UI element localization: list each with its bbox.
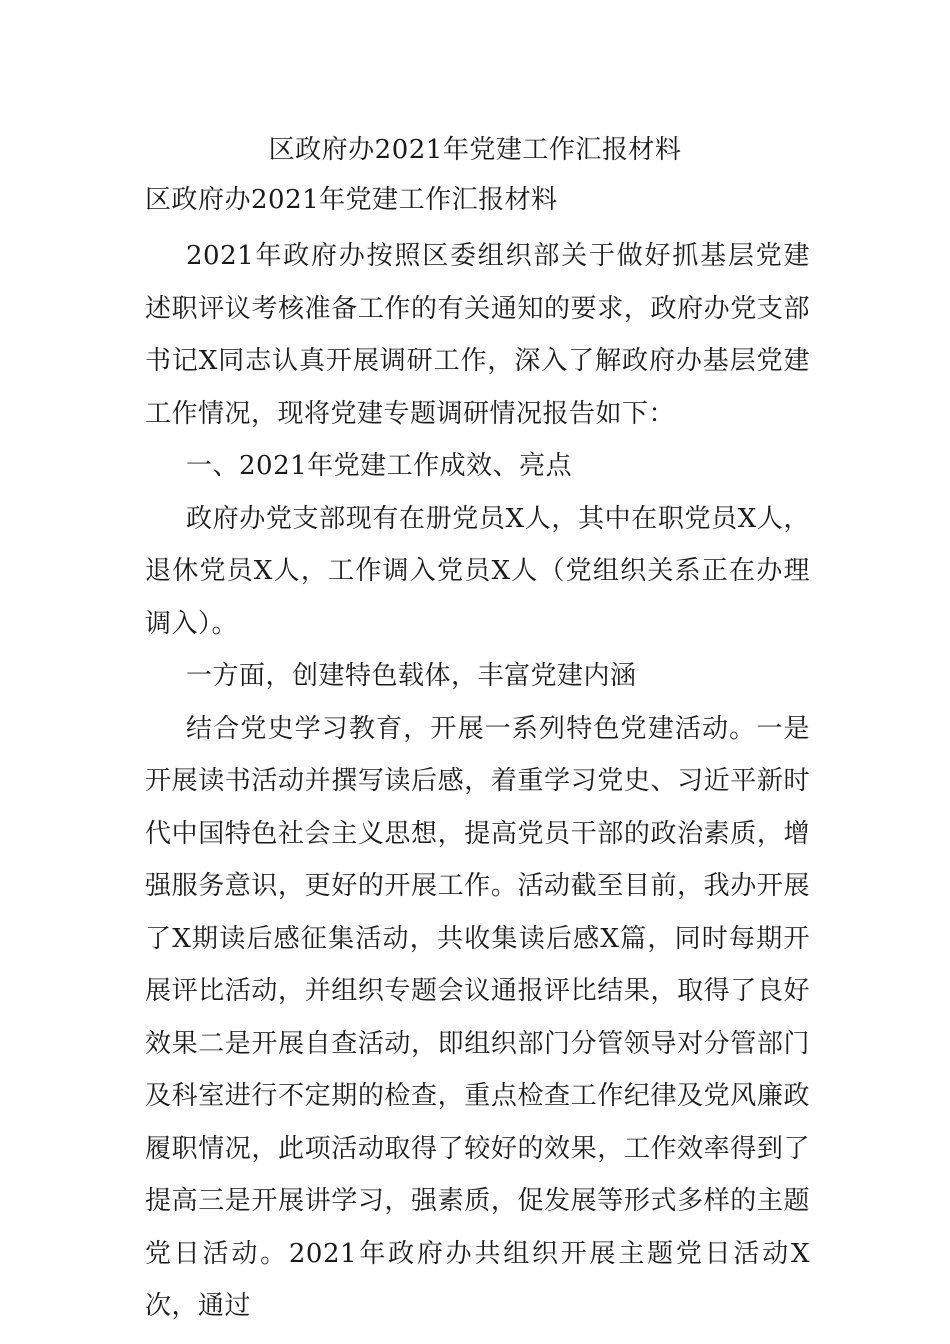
paragraph-activities: 结合党史学习教育，开展一系列特色党建活动。一是开展读书活动并撰写读后感，着重学习党史、习近平新时代中国特色社会主义思想，提高党员干部的政治素质，增强服务意识，更好的开展工作。活动截至目前，我办开展了X期读后感征集活动，共收集读后感X篇，同时每期开展评比活动，并组织专题会议通报评比结果，取得了良好效果二是开展自查活动，即组织部门分管领导对分管部门及科室进行不定期的检查，重点检查工作纪律及党风廉政履职情况，此项活动取得了较好的效果，工作效率得到了提高三是开展讲学习，强素质，促发展等形式多样的主题党日活动。2021年政府办共组织开展主题党日活动X次，通过	[145, 713, 810, 1321]
paragraph-intro: 2021年政府办按照区委组织部关于做好抓基层党建述职评议考核准备工作的有关通知的要求，政府办党支部书记X同志认真开展调研工作，深入了解政府办基层党建工作情况，现将党建专题调研情况报告如下：	[145, 241, 810, 429]
document-title: 区政府办2021年党建工作汇报材料	[268, 135, 682, 165]
subsection-heading-carriers: 一方面，创建特色载体，丰富党建内涵	[186, 661, 637, 691]
document-subtitle: 区政府办2021年党建工作汇报材料	[145, 185, 558, 215]
paragraph-membership: 政府办党支部现有在册党员X人，其中在职党员X人，退休党员X人，工作调入党员X人（党组织关系正在办理调入）。	[145, 503, 810, 639]
document-body	[145, 230, 810, 1333]
section-heading-achievements: 一、2021年党建工作成效、亮点	[186, 451, 573, 481]
